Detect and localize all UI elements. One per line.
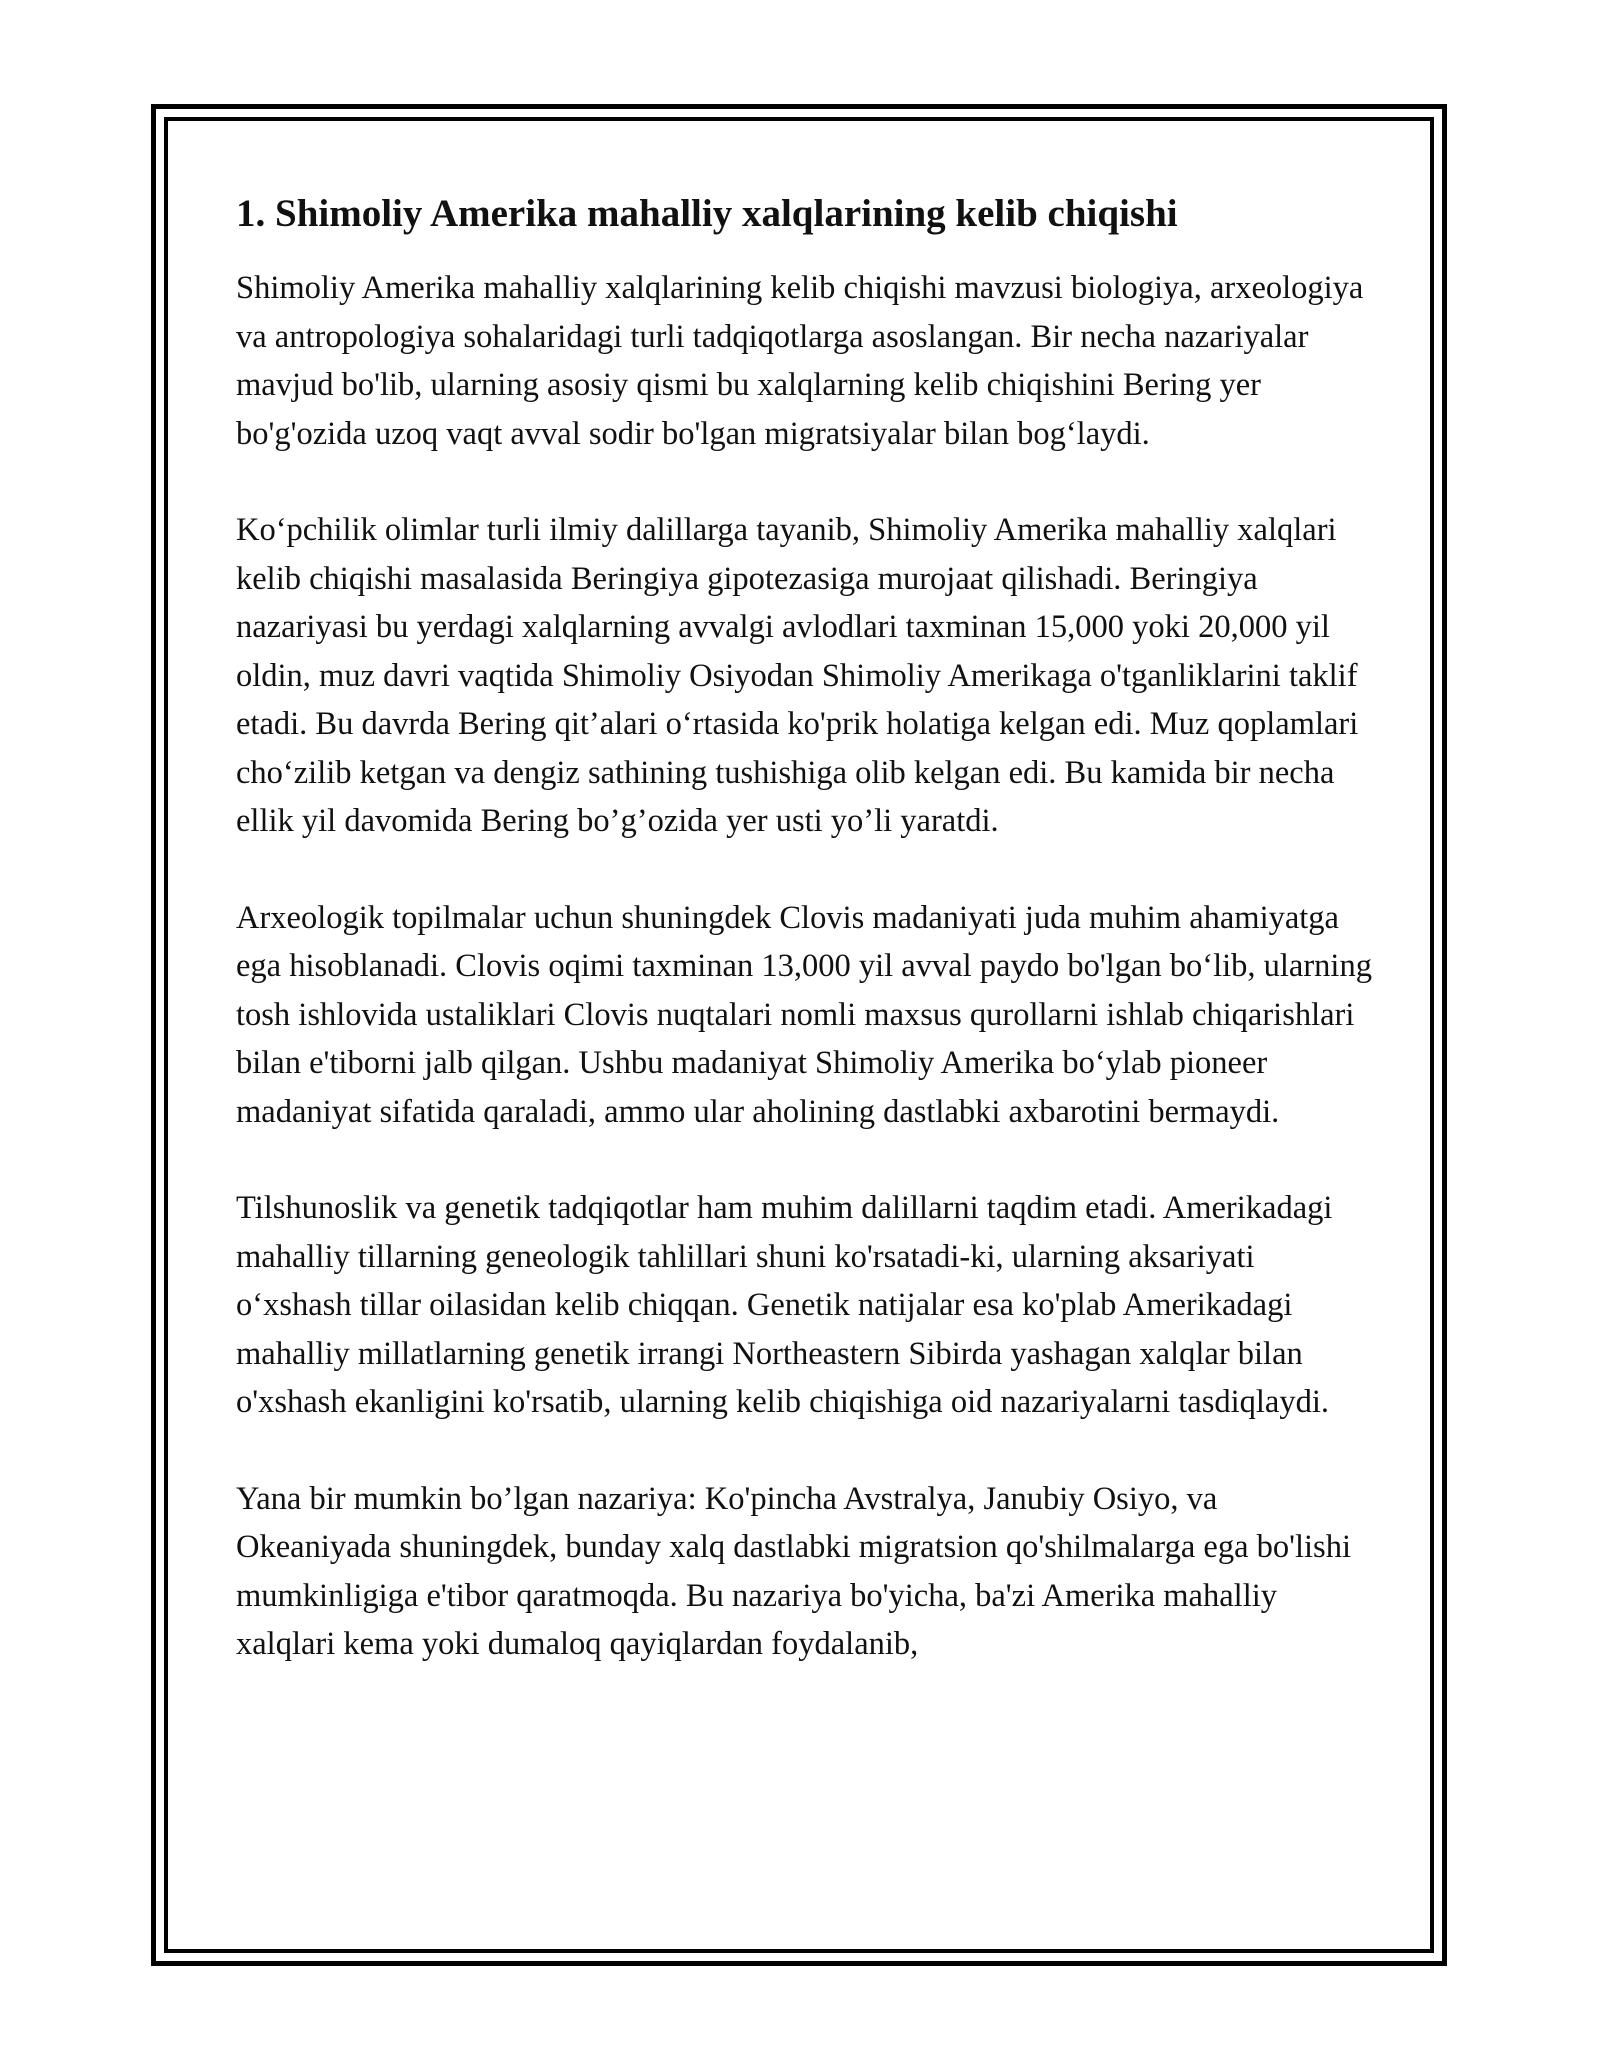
document-body — [236, 188, 1378, 1717]
paragraph-beringia: Ko‘pchilik olimlar turli ilmiy dalillarga tayanib, Shimoliy Amerika mahalliy xalqlari kelib chiqishi masalasida Beringiya gipotezasiga murojaat qilishadi. Beringiya nazariyasi bu yerdagi xalqlarning avvalgi avlodlari taxminan 15,000 yoki 20,000 yil oldin, muz davri vaqtida Shimoliy Osiyodan Shimoliy Amerikaga o'tganliklarini taklif etadi. Bu davrda Bering qit’alari o‘rtasida ko'prik holatiga kelgan edi. Muz qoplamlari cho‘zilib ketgan va dengiz sathining tushishiga olib kelgan edi. Bu kamida bir necha ellik yil davomida Bering bo’g’ozida yer usti yo’li yaratdi. — [236, 512, 1359, 839]
paragraph-intro: Shimoliy Amerika mahalliy xalqlarining kelib chiqishi mavzusi biologiya, arxeologiya va antropologiya sohalaridagi turli tadqiqotlarga asoslangan. Bir necha nazariyalar mavjud bo'lib, ularning asosiy qismi bu xalqlarning kelib chiqishini Bering yer bo'g'ozida uzoq vaqt avval sodir bo'lgan migratsiyalar bilan bog‘laydi. — [236, 270, 1364, 452]
paragraph-linguistics-genetics: Tilshunoslik va genetik tadqiqotlar ham muhim dalillarni taqdim etadi. Amerikadagi mahalliy tillarning geneologik tahlillari shuni ko'rsatadi-ki, ularning aksariyati o‘xshash tillar oilasidan kelib chiqqan. Genetik natijalar esa ko'plab Amerikadagi mahalliy millatlarning genetik irrangi Northeastern Sibirda yashagan xalqlar bilan o'xshash ekanligini ko'rsatib, ularning kelib chiqishiga oid nazariyalarni tasdiqlaydi. — [236, 1190, 1333, 1420]
paragraph-clovis: Arxeologik topilmalar uchun shuningdek Clovis madaniyati juda muhim ahamiyatga ega hisoblanadi. Clovis oqimi taxminan 13,000 yil avval paydo bo'lgan bo‘lib, ularning tosh ishlovida ustaliklari Clovis nuqtalari nomli maxsus qurollarni ishlab chiqarishlari bilan e'tiborni jalb qilgan. Ushbu madaniyat Shimoliy Amerika bo‘ylab pioneer madaniyat sifatida qaraladi, ammo ular aholining dastlabki axbarotini bermaydi. — [236, 899, 1372, 1130]
paragraph-alternative-theory: Yana bir mumkin bo’lgan nazariya: Ko'pincha Avstralya, Janubiy Osiyo, va Okeaniyada shuningdek, bunday xalq dastlabki migratsion qo'shilmalarga ega bo'lishi mumkinligiga e'tibor qaratmoqda. Bu nazariya bo'yicha, ba'zi Amerika mahalliy xalqlari kema yoki dumaloq qayiqlardan foydalanib, — [236, 1480, 1351, 1662]
section-heading: 1. Shimoliy Amerika mahalliy xalqlarining kelib chiqishi — [236, 192, 1178, 235]
